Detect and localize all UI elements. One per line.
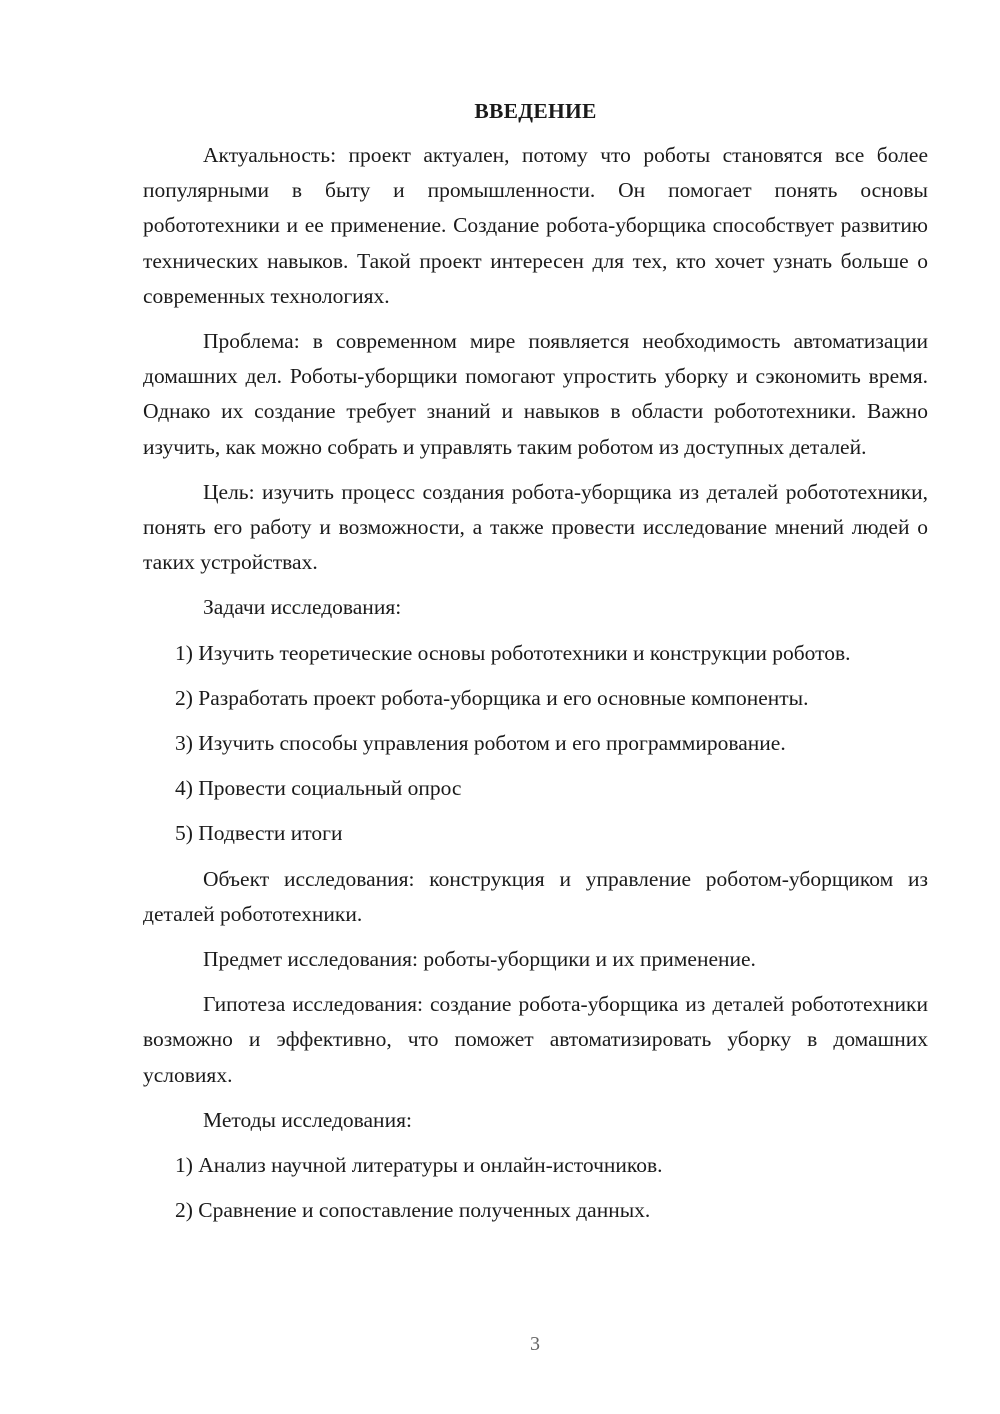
subject-paragraph: Предмет исследования: роботы-уборщики и их применение. [203, 947, 756, 972]
relevance-paragraph: Актуальность: проект актуален, потому что роботы становятся все более популярными в быту и промышленности. Он помогает понять основы робототехники и ее применение. Создание робота-уборщика способствует развитию технических навыков. Такой проект интересен для тех, кто хочет узнать больше о современных технологиях. [143, 143, 928, 308]
task-item: 3) Изучить способы управления роботом и его программирование. [175, 731, 786, 756]
tasks-heading: Задачи исследования: [203, 595, 402, 620]
task-item: 4) Провести социальный опрос [175, 776, 462, 801]
method-item: 2) Сравнение и сопоставление полученных данных. [175, 1198, 651, 1223]
section-title: ВВЕДЕНИЕ [474, 99, 597, 123]
task-item: 2) Разработать проект робота-уборщика и его основные компоненты. [175, 685, 809, 710]
document-body [143, 96, 928, 1238]
task-item: 5) Подвести итоги [175, 821, 343, 846]
method-item: 1) Анализ научной литературы и онлайн-источников. [175, 1153, 663, 1178]
problem-paragraph: Проблема: в современном мире появляется необходимость автоматизации домашних дел. Роботы-уборщики помогают упростить уборку и сэкономить время. Однако их создание требует знаний и навыков в области робототехники. Важно изучить, как можно собрать и управлять таким роботом из доступных деталей. [143, 329, 928, 459]
task-item: 1) Изучить теоретические основы робототехники и конструкции роботов. [175, 640, 851, 665]
goal-paragraph: Цель: изучить процесс создания робота-уборщика из деталей робототехники, понять его работу и возможности, а также провести исследование мнений людей о таких устройствах. [143, 479, 928, 575]
object-paragraph: Объект исследования: конструкция и управление роботом-уборщиком из деталей робототехники. [143, 866, 928, 926]
page-number: 3 [530, 1333, 540, 1355]
hypothesis-paragraph: Гипотеза исследования: создание робота-уборщика из деталей робототехники возможно и эффективно, что поможет автоматизировать уборку в домашних условиях. [143, 992, 928, 1087]
methods-heading: Методы исследования: [203, 1107, 412, 1132]
